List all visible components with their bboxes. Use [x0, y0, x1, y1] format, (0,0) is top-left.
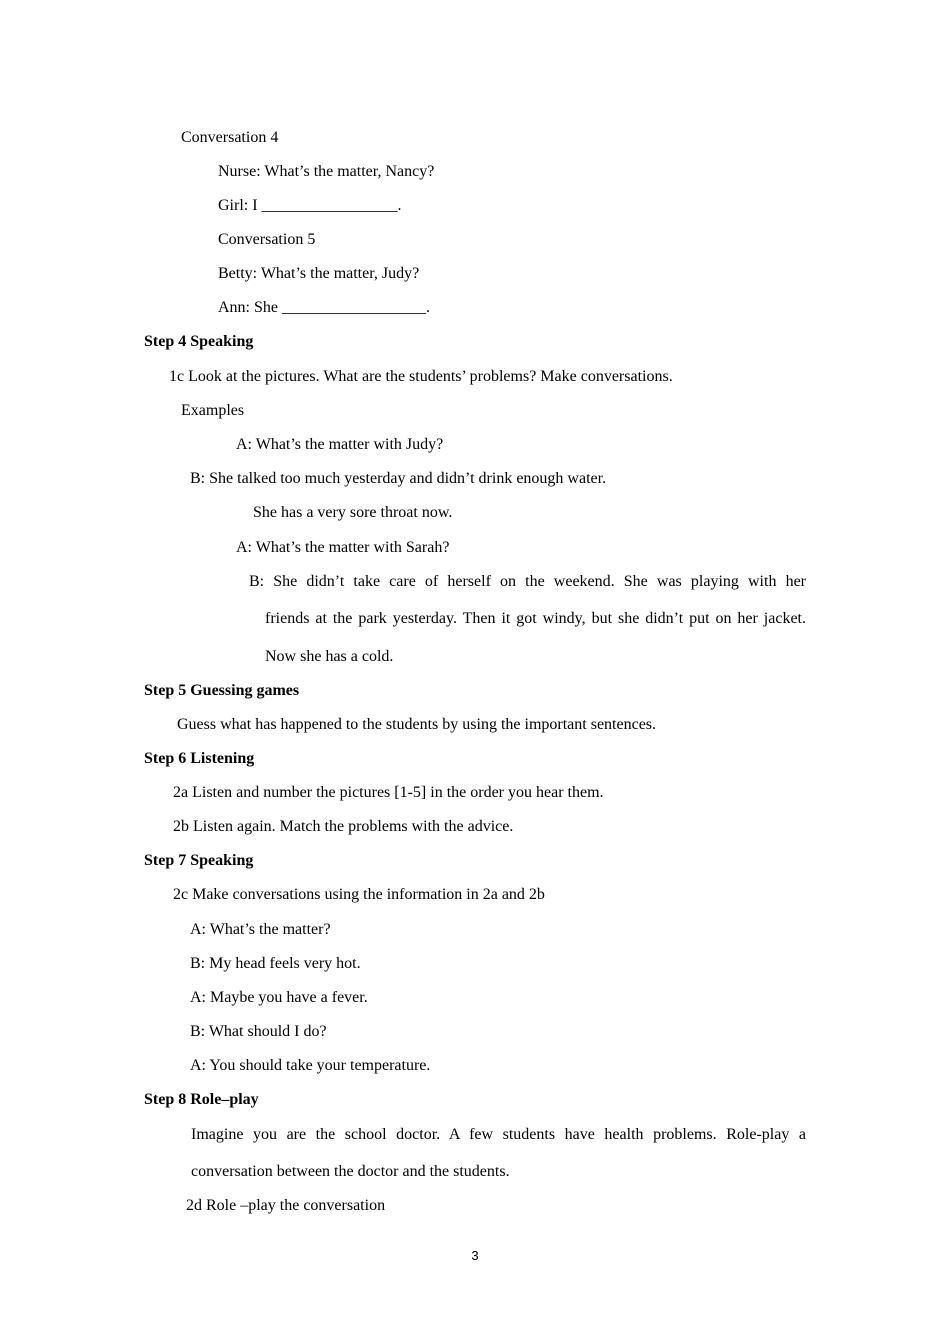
step-8-text-line: conversation between the doctor and the students. — [191, 1163, 510, 1180]
step-4-instruction: 1c Look at the pictures. What are the students’ problems? Make conversations. — [169, 368, 673, 385]
dialogue-line: B: What should I do? — [190, 1023, 327, 1040]
example-line: Now she has a cold. — [265, 648, 394, 665]
conversation-5-betty-line: Betty: What’s the matter, Judy? — [218, 265, 420, 282]
step-6-item: 2a Listen and number the pictures [1-5] in the order you hear them. — [173, 784, 604, 801]
example-line: She has a very sore throat now. — [253, 504, 453, 521]
dialogue-line: B: My head feels very hot. — [190, 955, 361, 972]
step-8-heading: Step 8 Role–play — [144, 1091, 259, 1108]
conversation-4-girl-line: Girl: I _________________. — [218, 197, 402, 214]
conversation-5-heading: Conversation 5 — [218, 231, 316, 248]
step-5-heading: Step 5 Guessing games — [144, 682, 300, 699]
example-line: A: What’s the matter with Judy? — [236, 436, 444, 453]
dialogue-line: A: You should take your temperature. — [190, 1057, 431, 1074]
page-number: 3 — [471, 1248, 479, 1263]
example-line: B: She talked too much yesterday and didn’t drink enough water. — [190, 470, 607, 487]
example-line: B: She didn’t take care of herself on the weekend. She was playing with her — [249, 573, 806, 590]
step-7-heading: Step 7 Speaking — [144, 852, 254, 869]
step-8-text-line: Imagine you are the school doctor. A few students have health problems. Role-play a — [191, 1126, 806, 1143]
example-line: friends at the park yesterday. Then it got windy, but she didn’t put on her jacket. — [265, 610, 806, 627]
step-5-text: Guess what has happened to the students by using the important sentences. — [177, 716, 657, 733]
conversation-4-nurse-line: Nurse: What’s the matter, Nancy? — [218, 163, 435, 180]
step-7-instruction: 2c Make conversations using the information in 2a and 2b — [173, 886, 545, 903]
conversation-5-ann-line: Ann: She __________________. — [218, 299, 430, 316]
example-line: A: What’s the matter with Sarah? — [236, 539, 450, 556]
step-4-heading: Step 4 Speaking — [144, 333, 254, 350]
step-8-item: 2d Role –play the conversation — [186, 1197, 386, 1214]
step-6-item: 2b Listen again. Match the problems with the advice. — [173, 818, 514, 835]
examples-label: Examples — [181, 402, 245, 419]
dialogue-line: A: Maybe you have a fever. — [190, 989, 368, 1006]
dialogue-line: A: What’s the matter? — [190, 921, 331, 938]
step-6-heading: Step 6 Listening — [144, 750, 255, 767]
conversation-4-heading: Conversation 4 — [181, 129, 279, 146]
